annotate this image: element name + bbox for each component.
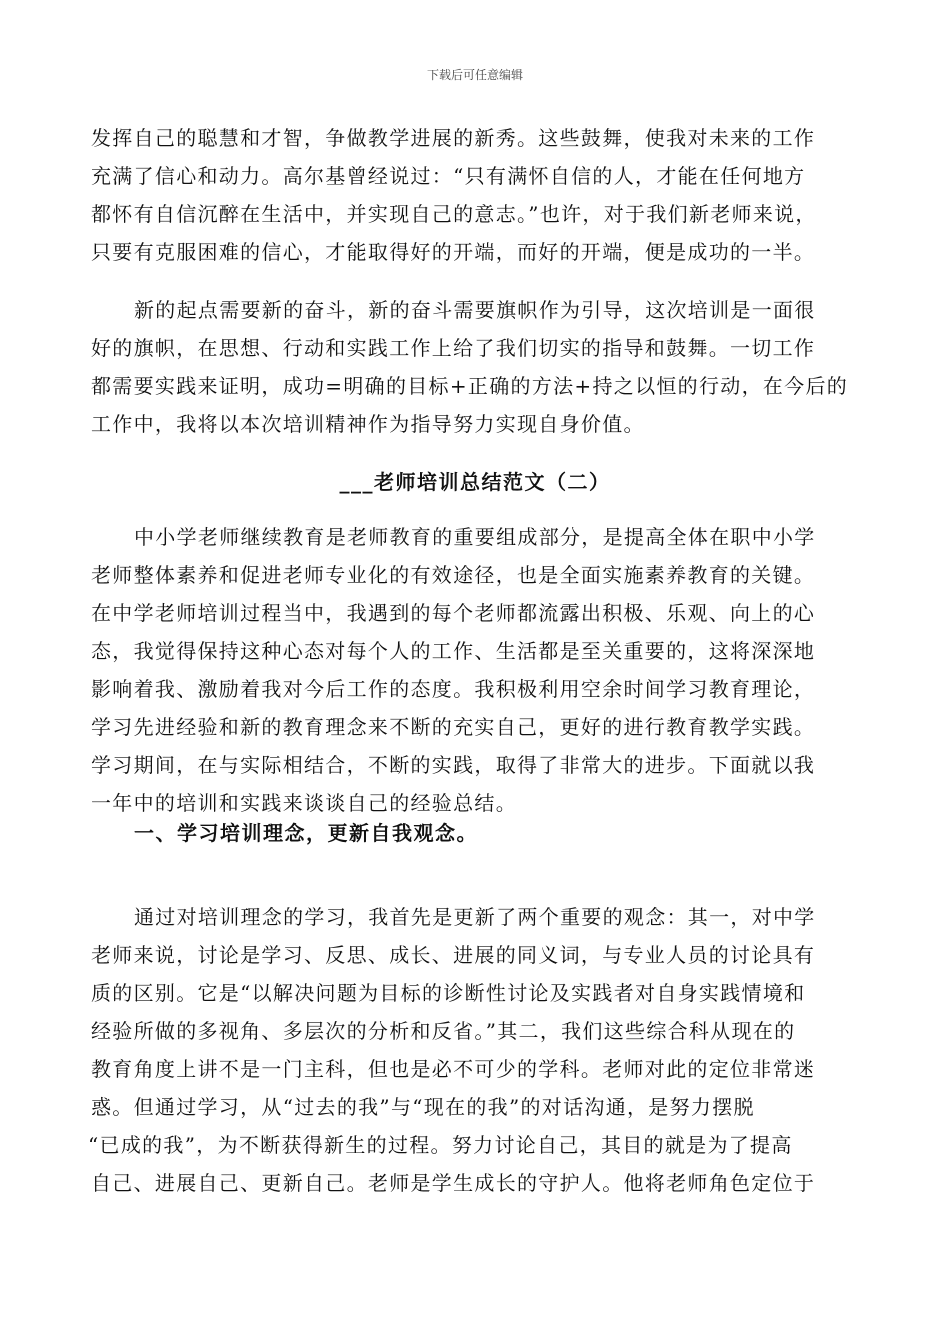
paragraph-line: 工作中，我将以本次培训精神作为指导努力实现自身价值。 bbox=[91, 412, 645, 436]
paragraph-line: 只要有克服困难的信心，才能取得好的开端，而好的开端，便是成功的一半。 bbox=[91, 240, 816, 264]
paragraph-line: 都需要实践来证明，成功=明确的目标+正确的方法+持之以恒的行动，在今后的 bbox=[91, 374, 849, 398]
paragraph-line: 影响着我、激励着我对今后工作的态度。我积极利用空余时间学习教育理论， bbox=[91, 677, 816, 701]
paragraph-line: 惑。但通过学习，从“过去的我”与“现在的我”的对话沟通，是努力摆脱 bbox=[91, 1095, 755, 1119]
paragraph-line: 新的起点需要新的奋斗，新的奋斗需要旗帜作为引导，这次培训是一面很 bbox=[134, 298, 816, 322]
paragraph-line: 老师整体素养和促进老师专业化的有效途径，也是全面实施素养教育的关键。 bbox=[91, 563, 816, 587]
paragraph-line: 自己、进展自己、更新自己。老师是学生成长的守护人。他将老师角色定位于 bbox=[91, 1171, 816, 1195]
section-title: ___老师培训总结范文（二） bbox=[339, 470, 611, 494]
paragraph-line: 中小学老师继续教育是老师教育的重要组成部分，是提高全体在职中小学 bbox=[134, 525, 816, 549]
paragraph-line: 一年中的培训和实践来谈谈自己的经验总结。 bbox=[91, 791, 517, 815]
section-heading: 一、学习培训理念，更新自我观念。 bbox=[134, 821, 478, 845]
paragraph-line: 都怀有自信沉醉在生活中，并实现自己的意志。”也许，对于我们新老师来说， bbox=[91, 202, 817, 226]
paragraph-line: 发挥自己的聪慧和才智，争做教学进展的新秀。这些鼓舞，使我对未来的工作 bbox=[91, 126, 816, 150]
paragraph-line: 老师来说，讨论是学习、反思、成长、进展的同义词，与专业人员的讨论具有 bbox=[91, 943, 816, 967]
paragraph-line: 经验所做的多视角、多层次的分析和反省。”其二，我们这些综合科从现在的 bbox=[91, 1019, 796, 1043]
paragraph-line: 学习先进经验和新的教育理念来不断的充实自己，更好的进行教育教学实践。 bbox=[91, 715, 816, 739]
paragraph-line: “已成的我”，为不断获得新生的过程。努力讨论自己，其目的就是为了提高 bbox=[88, 1133, 793, 1157]
paragraph-line: 在中学老师培训过程当中，我遇到的每个老师都流露出积极、乐观、向上的心 bbox=[91, 601, 816, 625]
page-header: 下载后可任意编辑 bbox=[426, 68, 523, 82]
paragraph-line: 好的旗帜，在思想、行动和实践工作上给了我们切实的指导和鼓舞。一切工作 bbox=[91, 336, 816, 360]
paragraph-line: 学习期间，在与实际相结合，不断的实践，取得了非常大的进步。下面就以我 bbox=[91, 753, 816, 777]
paragraph-line: 充满了信心和动力。高尔基曾经说过：“只有满怀自信的人，才能在任何地方 bbox=[91, 164, 806, 188]
paragraph-line: 通过对培训理念的学习，我首先是更新了两个重要的观念：其一，对中学 bbox=[134, 905, 816, 929]
paragraph-line: 教育角度上讲不是一门主科，但也是必不可少的学科。老师对此的定位非常迷 bbox=[91, 1057, 816, 1081]
paragraph-line: 态，我觉得保持这种心态对每个人的工作、生活都是至关重要的，这将深深地 bbox=[91, 639, 816, 663]
paragraph-line: 质的区别。它是“以解决问题为目标的诊断性讨论及实践者对自身实践情境和 bbox=[91, 981, 806, 1005]
